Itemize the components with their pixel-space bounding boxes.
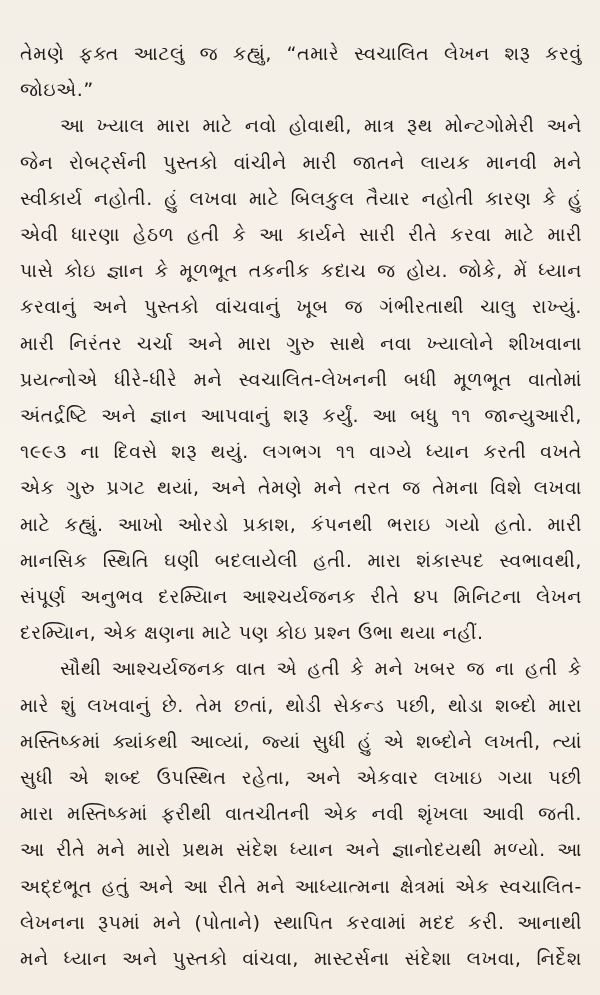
text-line: તેમણે ફક્ત આટલું જ કહ્યું, “તમારે સ્વચાલિત લેખન શરૂ કરવું	[20, 43, 582, 65]
paragraph-3	[20, 651, 582, 977]
text-line: માટે કહ્યું. આખો ઓરડો પ્રકાશ, કંપનથી ભરાઇ ગયો હતો. મારી	[20, 513, 582, 536]
text-line: અંતર્દ્રષ્ટિ અને જ્ઞાન આપવાનું શરૂ કર્યું. આ બધુ ૧૧ જાન્યુઆરી,	[20, 405, 582, 428]
text-line: કરવાનું અને પુસ્તકો વાંચવાનું ખૂબ જ ગંભીરતાથી ચાલુ રાખ્યું.	[20, 296, 582, 319]
paragraph-1	[20, 36, 582, 108]
text-line: લેખનના રૂપમાં મને (પોતાને) સ્થાપિત કરવામાં મદદ કરી. આનાથી	[20, 911, 582, 934]
text-line: માનસિક સ્થિતિ ઘણી બદલાયેલી હતી. મારા શંકાસ્પદ સ્વભાવથી,	[20, 549, 582, 572]
text-line: મારે શું લખવાનું છે. તેમ છતાં, થોડી સેકન્ડ પછી, થોડા શબ્દો મારા	[20, 694, 582, 717]
text-line: સૌથી આશ્ચર્યજનક વાત એ હતી કે મને ખબર જ ના હતી કે	[60, 658, 582, 681]
text-line: આ રીતે મને મારો પ્રથમ સંદેશ ધ્યાન અને જ્ઞાનોદયથી મળ્યો. આ	[20, 839, 582, 862]
text-line: મારા મસ્તિષ્કમાં ફરીથી વાતચીતની એક નવી શૃંખલા આવી જતી.	[20, 803, 582, 826]
text-line: એક ગુરુ પ્રગટ થયાં, અને તેમણે મને તરત જ તેમના વિશે લખવા	[20, 477, 582, 500]
text-line: દરમ્યિાન, એક ક્ષણના માટે પણ કોઇ પ્રશ્ન ઉભા થયા નહીં.	[20, 622, 484, 645]
text-line: આ ખ્યાલ મારા માટે નવો હોવાથી, માત્ર રૂથ મોન્ટગોમેરી અને	[60, 115, 582, 138]
text-line: જેન રોબર્ટ્સની પુસ્તકો વાંચીને મારી જાતને લાયક માનવી મને	[20, 151, 582, 174]
text-line: સંપૂર્ણ અનુભવ દરમ્યિાન આશ્ચર્યજનક રીતે ૪૫ મિનિટના લેખન	[20, 586, 582, 609]
text-line: ૧૯૯૩ ના દિવસે શરૂ થયું. લગભગ ૧૧ વાગ્યે ધ્યાન કરતી વખતે	[20, 441, 582, 464]
text-line: મને ધ્યાન અને પુસ્તકો વાંચવા, માસ્ટર્સના સંદેશા લખવા, નિર્દેશ	[20, 948, 582, 971]
text-line: અદ્દભૂત હતું અને આ રીતે મને આધ્યાત્મના ક્ષેત્રમાં એક સ્વચાલિત-	[20, 875, 582, 898]
text-line: સુધી એ શબ્દ ઉપસ્થિત રહેતા, અને એકવાર લખાઇ ગયા પછી	[20, 767, 582, 790]
text-line: સ્વીકાર્ય નહોતી. હું લખવા માટે બિલકુલ તૈયાર નહોતી કારણ કે હું	[20, 187, 582, 210]
text-line: પાસે કોઇ જ્ઞાન કે મૂળભૂત તકનીક કદાચ જ હોય. જોકે, મેં ધ્યાન	[20, 260, 582, 283]
text-line: એવી ધારણા હેઠળ હતી કે આ કાર્યને સારી રીતે કરવા માટે મારી	[20, 224, 582, 247]
text-line: મસ્તિષ્કમાં ક્યાંકથી આવ્યાં, જ્યાં સુધી હું એ શબ્દોને લખતી, ત્યાં	[20, 730, 582, 753]
paragraph-2	[20, 108, 582, 651]
text-line: પ્રયત્નોએ ધીરે-ધીરે મને સ્વચાલિત-લેખનની બધી મૂળભૂત વાતોમાં	[20, 368, 582, 391]
text-line: જોઇએ.”	[20, 79, 94, 102]
text-line: મારી નિરંતર ચર્ચા અને મારા ગુરુ સાથે નવા ખ્યાલોને શીખવાના	[20, 332, 582, 355]
